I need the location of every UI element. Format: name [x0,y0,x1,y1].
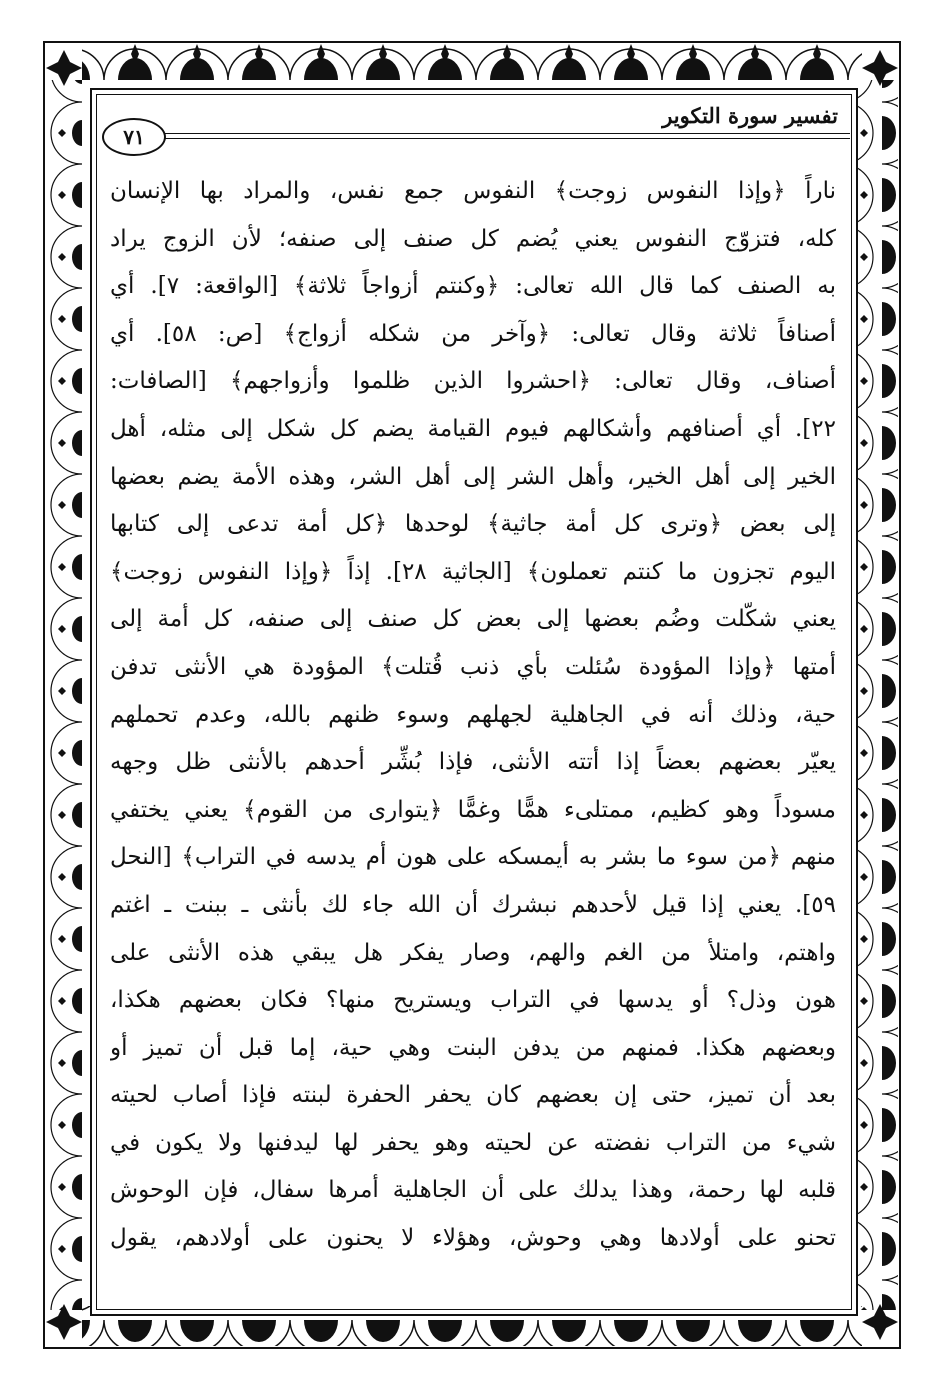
text-line: هون وذل؟ أو يدسها في التراب ويستريح منها؟ فكان بعضهم هكذا، [110,987,836,1014]
text-line: تحنو على أولادها وهي وحوش، وهؤلاء لا يحنون على أولادهم، يقول [110,1225,836,1252]
text-line: أمتها ﴿وإذا المؤودة سُئلت بأي ذنب قُتلت﴾ المؤودة هي الأنثى تدفن [110,653,836,680]
text-line: يعني شكّلت وضُم بعضها إلى بعض كل صنف إلى صنفه، كل أمة إلى [110,606,836,633]
text-line: ٢٢]. أي أصنافهم وأشكالهم فيوم القيامة يضم كل شكل إلى مثله، أهل [110,415,836,442]
text-line: الخير إلى أهل الخير، وأهل الشر إلى أهل الشر، وهذه الأمة يضم بعضها [110,463,836,490]
text-line: قلبه لها رحمة، وهذا يدلك على أن الجاهلية أمرها سفال، فإن الوحوش [110,1177,836,1204]
text-line: شيء من التراب نفضته عن لحيته وهو يحفر لها ليدفنها ولا يكون في [110,1129,836,1156]
text-line: حية، وذلك أنه في الجاهلية لجهلهم وسوء ظنهم بالله، وعدم تحملهم [110,701,836,728]
text-line: بعد أن تميز، حتى إن بعضهم كان يحفر الحفرة لبنته فإذا أصاب لحيته [110,1082,836,1109]
text-line: مسوداً وهو كظيم، ممتلىء همًّا وغمًّا ﴿يتوارى من القوم﴾ يعني يختفي [110,796,836,823]
text-line: منهم ﴿من سوء ما بشر به أيمسكه على هون أم يدسه في التراب﴾ [النحل [110,844,836,871]
text-line: أصنافاً ثلاثة وقال تعالى: ﴿وآخر من شكله أزواج﴾ [ص: ٥٨]. أي [110,320,836,347]
text-line: وبعضهم هكذا. فمنهم من يدفن البنت وهي حية، إما قبل أن تميز أو [110,1034,836,1061]
text-line: واهتم، وامتلأ من الغم والهم، وصار يفكر هل يبقي هذه الأنثى على [110,939,836,966]
text-line: اليوم تجزون ما كنتم تعملون﴾ [الجاثية ٢٨]. إذاً ﴿وإذا النفوس زوجت﴾ [110,558,836,585]
text-line: كله، فتزوّج النفوس يعني يُضم كل صنف إلى صنفه؛ لأن الزوج يراد [110,225,836,252]
text-line: يعيّر بعضهم بعضاً إذا أتته الأنثى، فإذا بُشِّر أحدهم بالأنثى ظل وجهه [110,749,836,776]
header-rule [160,133,850,139]
body-text [110,168,836,1263]
text-line: به الصنف كما قال الله تعالى: ﴿وكنتم أزواجاً ثلاثة﴾ [الواقعة: ٧]. أي [110,273,836,300]
text-line: ٥٩]. يعني إذا قيل لأحدهم نبشرك أن الله جاء لك بأنثى ـ ببنت ـ اغتم [110,891,836,918]
text-line: ناراً ﴿وإذا النفوس زوجت﴾ النفوس جمع نفس، والمراد بها الإنسان [110,178,836,204]
page-number: ٧١ [102,118,166,156]
page-title: تفسير سورة التكوير [662,103,838,128]
text-line: إلى بعض ﴿وترى كل أمة جاثية﴾ لوحدها ﴿كل أمة تدعى إلى كتابها [110,511,836,538]
text-line: أصناف، وقال تعالى: ﴿احشروا الذين ظلموا وأزواجهم﴾ [الصافات: [110,368,836,395]
